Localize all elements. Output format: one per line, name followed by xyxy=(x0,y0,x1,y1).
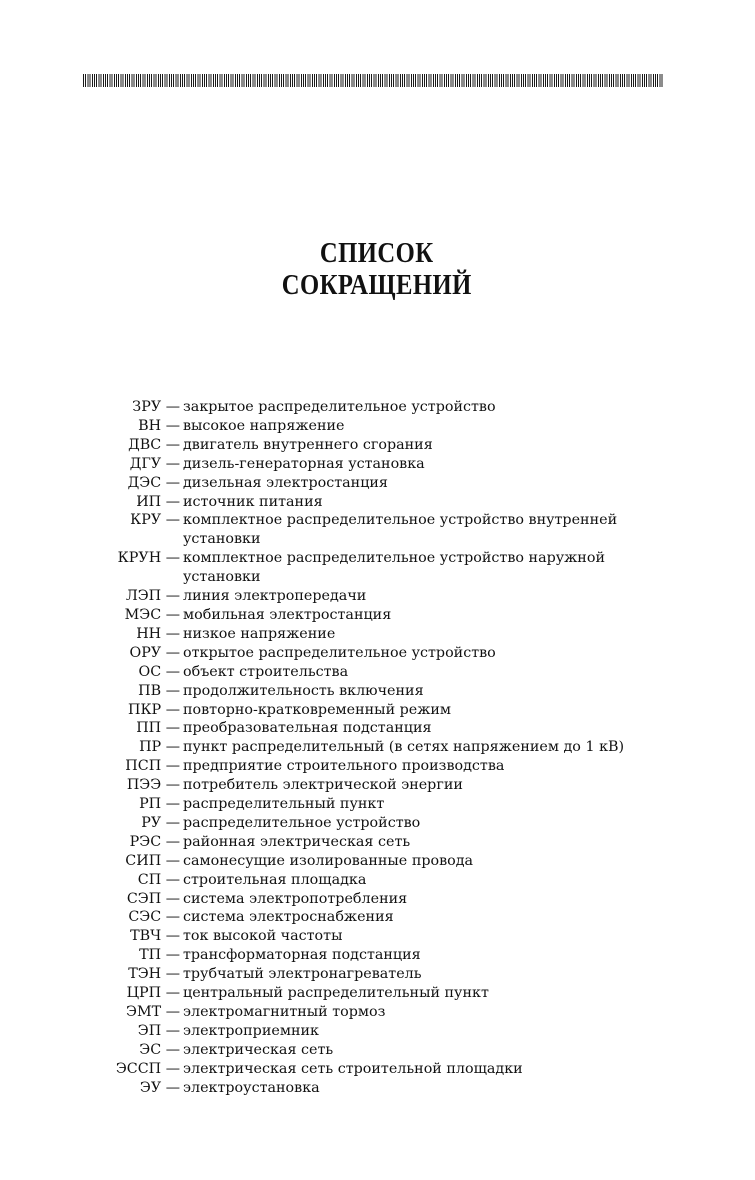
abbreviation-definition: продолжительность включения xyxy=(183,682,424,699)
abbreviation-term: ДЭС — xyxy=(127,474,180,491)
abbreviation-term: ПР — xyxy=(139,739,180,756)
abbreviation-entry xyxy=(0,814,755,833)
abbreviation-entry xyxy=(0,795,755,814)
abbreviation-term: ТВЧ — xyxy=(130,928,180,945)
abbreviation-term: КРУ — xyxy=(130,512,180,529)
abbreviation-term: ЗРУ — xyxy=(132,399,180,415)
abbreviation-entry xyxy=(0,738,755,757)
abbreviation-entry xyxy=(0,871,755,890)
abbreviation-term: ДВС — xyxy=(128,436,180,453)
abbreviation-definition: объект строительства xyxy=(183,663,349,680)
abbreviation-term: ОС — xyxy=(138,663,180,680)
abbreviation-term: ЭУ — xyxy=(139,1079,180,1096)
abbreviation-entry xyxy=(0,549,755,587)
abbreviation-definition: открытое распределительное устройство xyxy=(183,644,496,661)
abbreviation-term: ТЭН — xyxy=(128,966,180,983)
abbreviation-entry xyxy=(0,587,755,606)
abbreviation-entry xyxy=(0,701,755,720)
abbreviation-term: ЭМТ — xyxy=(126,1004,180,1020)
abbreviation-definition: дизельная электростанция xyxy=(183,474,388,491)
abbreviation-definition: мобильная электростанция xyxy=(183,606,392,623)
page-title-line-1: СПИСОК xyxy=(319,238,434,269)
abbreviation-term: НН — xyxy=(136,625,180,642)
page-title xyxy=(45,238,709,302)
abbreviation-definition: электромагнитный тормоз xyxy=(183,1004,386,1020)
abbreviation-definition: потребитель электрической энергии xyxy=(183,777,463,794)
abbreviation-entry xyxy=(0,833,755,852)
abbreviation-term: КРУН — xyxy=(117,550,180,567)
abbreviation-term: РЭС — xyxy=(129,833,180,850)
abbreviation-entry xyxy=(0,1003,755,1022)
abbreviation-entry xyxy=(0,417,755,436)
abbreviation-entry xyxy=(0,852,755,871)
abbreviation-entry xyxy=(0,511,755,549)
abbreviation-term: ДГУ — xyxy=(129,455,180,472)
abbreviation-definition: источник питания xyxy=(183,493,323,510)
abbreviation-term: ЭП — xyxy=(137,1022,180,1039)
abbreviation-entry xyxy=(0,474,755,493)
page-title-line-2: СОКРАЩЕНИЙ xyxy=(281,270,472,301)
abbreviation-definition: дизель-генераторная установка xyxy=(183,455,425,472)
abbreviation-entry xyxy=(0,984,755,1003)
abbreviation-term: ВН — xyxy=(138,417,180,434)
abbreviation-entry xyxy=(0,663,755,682)
abbreviation-term: ПЭЭ — xyxy=(126,777,180,794)
abbreviation-term: ЭССП — xyxy=(115,1060,180,1077)
abbreviation-entry xyxy=(0,398,755,417)
abbreviation-entry xyxy=(0,455,755,474)
abbreviation-entry xyxy=(0,625,755,644)
abbreviation-entry xyxy=(0,1060,755,1079)
abbreviation-definition: двигатель внутреннего сгорания xyxy=(183,436,433,453)
abbreviation-term: ЛЭП — xyxy=(125,588,180,605)
abbreviation-definition: ток высокой частоты xyxy=(183,928,343,945)
abbreviation-definition: электроустановка xyxy=(183,1079,320,1096)
abbreviation-entry xyxy=(0,436,755,455)
abbreviation-definition: трансформаторная подстанция xyxy=(183,947,421,964)
abbreviation-entry xyxy=(0,965,755,984)
abbreviation-definition: центральный распределительный пункт xyxy=(183,985,489,1002)
abbreviation-term: ИП — xyxy=(136,493,180,510)
abbreviation-term: СЭП — xyxy=(126,890,180,907)
abbreviation-definition: районная электрическая сеть xyxy=(183,833,411,850)
abbreviation-definition: электрическая сеть xyxy=(183,1041,334,1058)
abbreviation-term: СЭС — xyxy=(128,909,180,926)
abbreviation-entry xyxy=(0,1041,755,1060)
abbreviation-definition: низкое напряжение xyxy=(183,625,336,642)
abbreviation-entry xyxy=(0,776,755,795)
abbreviation-definition: преобразовательная подстанция xyxy=(183,720,432,737)
abbreviation-entry xyxy=(0,908,755,927)
abbreviation-definition: самонесущие изолированные провода xyxy=(183,852,474,869)
abbreviation-entry xyxy=(0,606,755,625)
abbreviation-definition: электрическая сеть строительной площадки xyxy=(183,1060,523,1077)
abbreviation-entry xyxy=(0,1079,755,1098)
abbreviation-list xyxy=(0,398,755,1098)
abbreviation-term: РП — xyxy=(139,796,180,813)
abbreviation-definition: пункт распределительный (в сетях напряжением до 1 кВ) xyxy=(183,739,625,756)
abbreviation-term: ПВ — xyxy=(138,682,180,699)
abbreviation-definition: трубчатый электронагреватель xyxy=(183,966,422,983)
abbreviation-term: ПСП — xyxy=(125,758,180,775)
abbreviation-definition: закрытое распределительное устройство xyxy=(183,399,496,415)
abbreviation-definition: система электроснабжения xyxy=(183,909,394,926)
abbreviation-entry xyxy=(0,682,755,701)
abbreviation-term: ОРУ — xyxy=(129,644,180,661)
abbreviation-entry xyxy=(0,946,755,965)
abbreviation-entry xyxy=(0,493,755,512)
abbreviation-definition: строительная площадка xyxy=(183,871,367,888)
abbreviation-definition: комплектное распределительное устройство наружной установки xyxy=(183,550,605,586)
abbreviation-entry xyxy=(0,927,755,946)
abbreviation-term: ПП — xyxy=(136,720,180,737)
abbreviation-definition: повторно-кратковременный режим xyxy=(183,701,452,718)
abbreviation-term: ТП — xyxy=(139,947,180,964)
abbreviation-term: СИП — xyxy=(125,852,180,869)
abbreviation-entry xyxy=(0,719,755,738)
abbreviation-definition: комплектное распределительное устройство внутренней установки xyxy=(183,512,618,548)
abbreviation-definition: высокое напряжение xyxy=(183,417,345,434)
abbreviation-term: МЭС — xyxy=(124,606,180,623)
abbreviation-term: ЦРП — xyxy=(126,985,180,1002)
abbreviation-entry xyxy=(0,644,755,663)
abbreviation-definition: распределительное устройство xyxy=(183,814,421,831)
abbreviation-entry xyxy=(0,1022,755,1041)
abbreviation-term: ЭС — xyxy=(139,1041,180,1058)
abbreviation-entry xyxy=(0,890,755,909)
abbreviation-term: РУ — xyxy=(141,814,180,831)
decorative-top-rule xyxy=(83,74,663,87)
abbreviation-definition: линия электропередачи xyxy=(183,588,367,605)
abbreviation-term: ПКР — xyxy=(128,701,180,718)
abbreviation-definition: предприятие строительного производства xyxy=(183,758,505,775)
abbreviation-entry xyxy=(0,757,755,776)
abbreviation-definition: система электропотребления xyxy=(183,890,408,907)
abbreviation-definition: электроприемник xyxy=(183,1022,319,1039)
abbreviation-term: СП — xyxy=(137,871,180,888)
abbreviation-definition: распределительный пункт xyxy=(183,796,385,813)
